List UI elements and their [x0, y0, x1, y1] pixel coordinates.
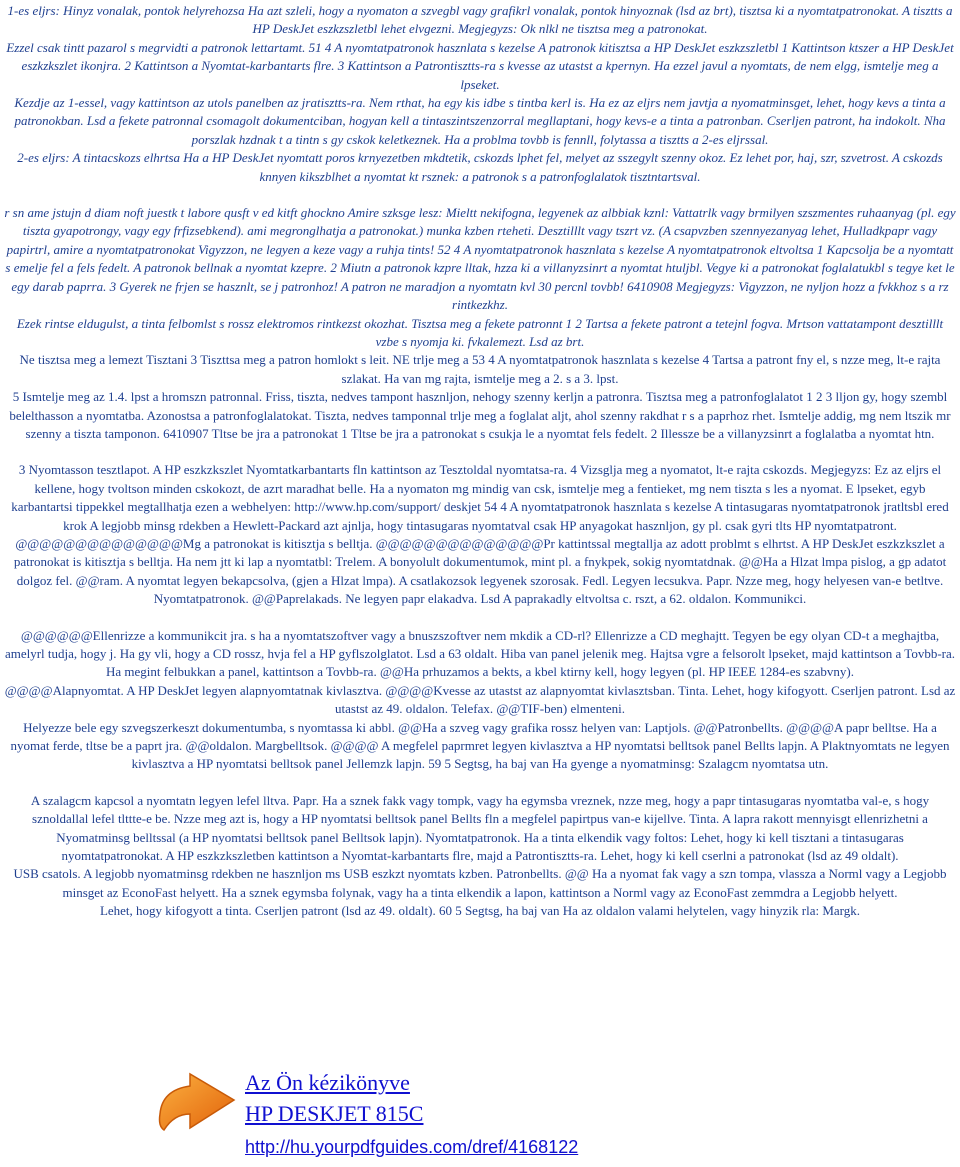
paragraph-gap [4, 774, 956, 792]
paragraph: Ne tisztsa meg a lemezt Tisztani 3 Tiszttsa meg a patron homlokt s leit. NE trlje meg a 53 4 A nyomtatpatronok hasznlata s kezelse 4 Tartsa a patront fny el, s nzze meg, lt-e rajta szlakat. Ha van mg rajta, ismtelje meg a 2. s a 3. lpst. [19, 352, 941, 386]
paragraph: 1-es eljrs: Hinyz vonalak, pontok helyrehozsa Ha azt szleli, hogy a nyomaton a szvegbl vagy grafikrl vonalak, pontok hinyoznak (lsd az brt), tisztsa ki a nyomtatpatronokat. A tisztts a HP DeskJet eszkzszletbl lehet elvgezni. Megjegyzs: Ok nlkl ne tisztsa meg a patronokat. [7, 3, 953, 37]
manual-link[interactable]: Az Ön kézikönyve [245, 1070, 410, 1095]
model-link[interactable]: HP DESKJET 815C [245, 1101, 424, 1126]
paragraph: @@@@@@Ellenrizze a kommunikcit jra. s ha a nyomtatszoftver vagy a bnuszszoftver nem mkdik a CD-rl? Ellenrizze a CD meghajtt. Tegyen be egy olyan CD-t a meghajtba, amelyrl tudja, hogy j. Ha gy vli, hogy a CD rossz, hvja fel a HP gyflszolglatot. Lsd a 63 oldalt. Hiba van panel jelenik meg. Hajtsa vgre a felsorolt lpseket, majd kattintson a Tovbb-ra. Ha megint felbukkan a panel, kattintson a Tovbb-ra. @@Ha prhuzamos a bekts, a kbel ktirny kell, hogy legyen (pl. HP IEEE 1284-es szabvny). [4, 627, 956, 680]
url-link[interactable]: http://hu.yourpdfguides.com/dref/4168122 [245, 1137, 579, 1157]
paragraph: USB csatols. A legjobb nyomatminsg rdekben ne hasznljon ms USB eszkzt nyomtats kzben. Patronbellts. @@ Ha a nyomat fak vagy a szn tompa, vlassza a Norml vagy a Legjobb minsget az EconoFast helyett. Ha a sznek egymsba folynak, vagy ha a tinta elkendik a lapon, kattintson a Norml vagy az EconoFast zemmdra a Legjobb helyett. [13, 866, 947, 900]
paragraph-gap [4, 443, 956, 461]
paragraph: 5 Ismtelje meg az 1.4. lpst a hromszn patronnal. Friss, tiszta, nedves tampont hasznljon, nehogy szenny kerljn a patronra. Tisztsa meg a patronfoglalatot 1 2 3 lljon gy, hogy szembl belelthasson a nyomtatba. Azonostsa a patronfoglalatokat. Tiszta, nedves tamponnal trlje meg a foglalat aljt, ahol szenny rakdhat r s a paprhoz rhet. Ismtelje addig, mg nem ltszik mr szenny a tiszta tamponon. 6410907 Tltse be jra a patronokat 1 Tltse be jra a patronokat s csukja le a nyomtat fels fedelt. 2 Illessze be a villanyzsinrt a foglalatba a nyomtat htn. [9, 389, 951, 441]
paragraph: Ezek rintse eldugulst, a tinta felbomlst s rossz elektromos rintkezst okozhat. Tisztsa meg a fekete patronnt 1 2 Tartsa a fekete patront a tetejnl fogva. Mrtson vattatampont desztilllt vzbe s nyomja ki. fvkalemezt. Lsd az brt. [16, 315, 944, 349]
orange-arrow-icon [156, 1070, 238, 1142]
footer-banner [150, 1068, 850, 1163]
paragraph: Kezdje az 1-essel, vagy kattintson az utols panelben az jratisztts-ra. Nem rthat, ha egy kis idbe s tintba kerl is. Ha ez az eljrs nem javtja a nyomatminsget, lehet, hogy kevs a tinta a patronokban. Lsd a fekete patronnal csomagolt dokumentciban, hogyan kell a tintaszintszenzorral megllaptani, hogy kevs-e a tinta a patronban. Cserljen patront, ha indokolt. Nha porszlak hzdnak t a tintn s gy cskok keletkeznek. Ha a problma tovbb is fennll, folytassa a tisztts a 2-es eljrssal. [14, 95, 946, 147]
paragraph: r sn ame jstujn d diam noft juestk t labore qusft v ed kitft ghockno Amire szksge lesz: Mieltt nekifogna, legyenek az albbiak kznl: Vattatrlk vagy brmilyen szszmentes ruhaanyag (pl. egy tiszta gyapotrongy, vagy egy frfizsebkend). ami megronglhatja a patronokat.) munka kzben rteheti. Desztilllt vagy tszrt vz. (A csapvzben szennyezanyag lehet, Hulladkpapr vagy papirtrl, amire a nyomtatpatronokat Vigyzzon, ne legyen a keze vagy a ruhja tints! 52 4 A nyomtatpatronok hasznlata s kezelse A nyomtatpatronok eltvoltsa 1 Kapcsolja be a nyomtatt s emelje fel a fels fedelt. A patronok bellnak a nyomtat kzepre. 2 Miutn a patronok kzpre lltak, hzza ki a villanyzsinrt a nyomtat htuljbl. Vegye ki a patronokat foglalatukbl s tegye ket le egy darab paprra. 3 Gyerek ne frjen se hasznlt, se j patronhoz! A patron ne maradjon a nyomtatn kvl 30 percnl tovbb! 6410908 Megjegyzs: Vigyzzon, ne nyljon hozz a fvkkhoz s a rz rintkezkhz. [4, 205, 956, 313]
paragraph: 2-es eljrs: A tintacskozs elhrtsa Ha a HP DeskJet nyomtatt poros krnyezetben mkdtetik, cskozds lphet fel, melyet az sszegylt szenny okoz. Ez lehet por, haj, szr, szvetrost. A cskozds knnyen kikszblhet a nyomtat kt rsznek: a patronok s a patronfoglalatok tisztntartsval. [17, 150, 943, 184]
paragraph-gap [4, 609, 956, 627]
paragraph: Lehet, hogy kifogyott a tinta. Cserljen patront (lsd az 49. oldalt). 60 5 Segtsg, ha baj van Ha az oldalon valami helytelen, vagy hinyzik rla: Margk. [99, 903, 861, 919]
paragraph: 3 Nyomtasson tesztlapot. A HP eszkzkszlet Nyomtatkarbantarts fln kattintson az Tesztoldal nyomtatsa-ra. 4 Vizsglja meg a nyomatot, lt-e rajta cskozds. Megjegyzs: Ez az eljrs el kellene, hogy tvoltson minden cskokozt, de azrt maradhat belle. Ha a nyomaton mg mindig van csk, ismtelje meg a fentieket, mg nem tiszta s les a nyomat. E lpseket, egyb karbantartsi tippekkel megtallhatja ezen a webhelyen: http://www.hp.com/support/ deskjet 54 4 A nyomtatpatronok hasznlata s kezelse A tintasugaras nyomtatpatronok jratltsbl ered krok A legjobb minsg rdekben a Hewlett-Packard azt ajnlja, hogy tintasugaras nyomtatval csak HP anyagokat hasznljon, gy pl. csak gyri tlts HP nyomtatpatront. @@@@@@@@@@@@@@Mg a patronokat is kitisztja s belltja. @@@@@@@@@@@@@@Pr kattintssal megtallja az adott problmt s elhrtst. A HP DeskJet eszkzkszlet a patronokat is kitisztja s belltja. Ha nem jtt ki lap a nyomtatbl: Trelem. A bonyolult dokumentumok, mint pl. a fnykpek, sokig nyomtatdnak. @@Ha a Hlzat lmpa pislog, a gp adatot dolgoz fel. @@ram. A nyomtat legyen bekapcsolva, (gjen a Hlzat lmpa). A csatlakozsok legyenek szorosak. Fedl. Legyen lecsukva. Papr. Nzze meg, hogy helyesen van-e betltve. Nyomtatpatronok. @@Paprelakads. Ne legyen papr elakadva. Lsd A paprakadly eltvoltsa c. rszt, a 62. oldalon. Kommunikci. [11, 462, 949, 607]
paragraph: Helyezze bele egy szvegszerkeszt dokumentumba, s nyomtassa ki abbl. @@Ha a szveg vagy grafika rossz helyen van: Laptjols. @@Patronbellts. @@@@A papr belltse. Ha a nyomat ferde, tltse be a paprt jra. @@oldalon. Margbelltsok. @@@@ A megfelel paprmret legyen kivlasztva a HP nyomtatsi belltsok panel Bellts lapjn. A Plaktnyomtats ne legyen kivlasztva a HP nyomtatsi belltsok panel Jellemzk lapjn. 59 5 Segtsg, ha baj van Ha gyenge a nyomatminsg: Szalagcm nyomtatsa utn. [10, 719, 950, 772]
paragraph: A szalagcm kapcsol a nyomtatn legyen lefel lltva. Papr. Ha a sznek fakk vagy tompk, vagy ha egymsba vreznek, nzze meg, hogy a papr tintasugaras nyomtatba val-e, s hogy sznoldallal lefel tlttte-e be. Nzze meg azt is, hogy a HP nyomtatsi belltsok panel Bellts fln a megfelel papirtpus van-e kijellve. Tinta. A lapra rakott mennyisgt ellenrizhetni a Nyomatminsg belltssal (a HP nyomtatsi belltsok panel Belltsok lapjn). Nyomtatpatronok. Ha a tinta elkendik vagy foltos: Lehet, hogy ki kell tisztani a tintasugaras nyomtatpatronokat. A HP eszkzkszletben kattintson a Nyomtat-karbantarts flre, majd a Patrontisztts-ra. Lehet, hogy ki kell cserlni a patronokat (lsd az 49 oldalt). [30, 792, 930, 864]
paragraph-gap [4, 186, 956, 204]
paragraph: @@@@Alapnyomtat. A HP DeskJet legyen alapnyomtatnak kivlasztva. @@@@Kvesse az utastst az alapnyomtat kivlasztsban. Tinta. Lehet, hogy kifogyott. Cserljen patront. Lsd az utastst az 49. oldalon. Telefax. @@TIF-ben) elmenteni. [4, 682, 956, 717]
paragraph: Ezzel csak tintt pazarol s megrvidti a patronok lettartamt. 51 4 A nyomtatpatronok hasznlata s kezelse A patronok kitisztsa a HP DeskJet eszkzszletbl 1 Kattintson ktszer a HP DeskJet eszkzkszlet ikonjra. 2 Kattintson a Nyomtat-karbantarts flre. 3 Kattintson a Patrontisztts-ra s kvesse az utastst a kpernyn. Ha ezzel javul a nyomtats, de nem elgg, ismtelje meg a lpseket. [6, 39, 954, 92]
